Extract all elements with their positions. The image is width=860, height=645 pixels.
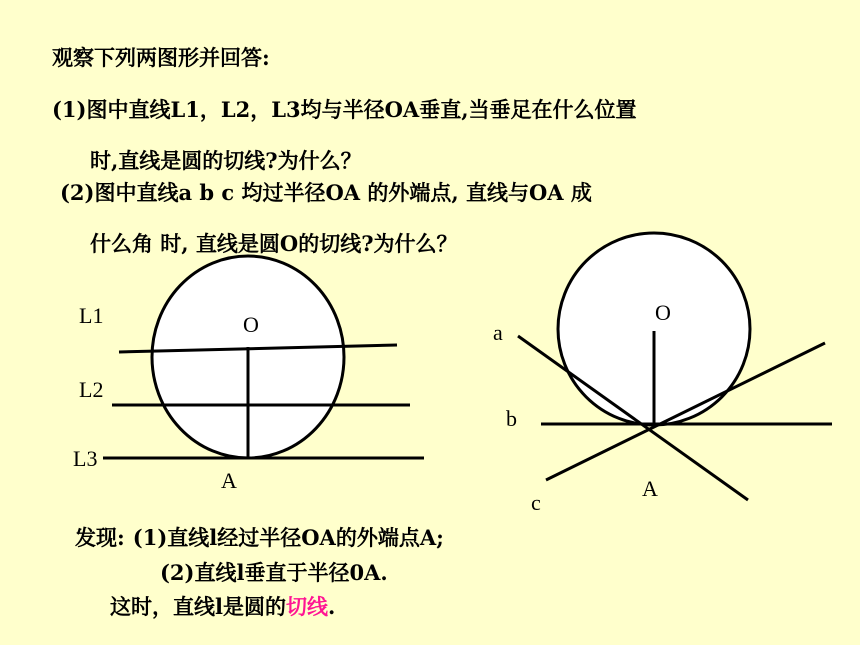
question-1-line-1: (1)图中直线L1，L2，L3均与半径OA垂直,当垂足在什么位置 [52, 97, 637, 122]
conclusion-period: . [327, 594, 336, 619]
question-2-line-1: (2)图中直线a b c 均过半径OA 的外端点, 直线与OA 成 [60, 180, 592, 205]
finding-item-1: (1)直线l经过半径OA的外端点A; [132, 525, 444, 550]
left-figure [73, 256, 424, 493]
label-l3: L3 [73, 446, 98, 471]
question-2-line-2: 什么角 时, 直线是圆O的切线?为什么？ [90, 231, 458, 256]
left-point-label-a: A [221, 468, 237, 493]
label-l1: L1 [79, 303, 104, 328]
tangent-highlight: 切线 [285, 594, 328, 619]
question-1-line-2: 时,直线是圆的切线?为什么？ [90, 148, 362, 173]
label-c: c [531, 490, 541, 515]
finding-conclusion [110, 591, 335, 621]
left-center-label-o: O [243, 312, 259, 337]
conclusion-text: 这时，直线l是圆的 [110, 594, 286, 619]
label-a: a [493, 320, 503, 345]
label-b: b [506, 406, 517, 431]
intro-text: 观察下列两图形并回答: [52, 45, 270, 70]
right-point-label-a: A [642, 476, 658, 501]
label-l2: L2 [79, 377, 104, 402]
finding-item-2: (2)直线l垂直于半径0A. [160, 560, 388, 585]
right-figure [493, 233, 832, 515]
finding-prefix: 发现: [75, 525, 125, 550]
finding-line-1 [75, 522, 444, 552]
right-center-label-o: O [655, 300, 671, 325]
